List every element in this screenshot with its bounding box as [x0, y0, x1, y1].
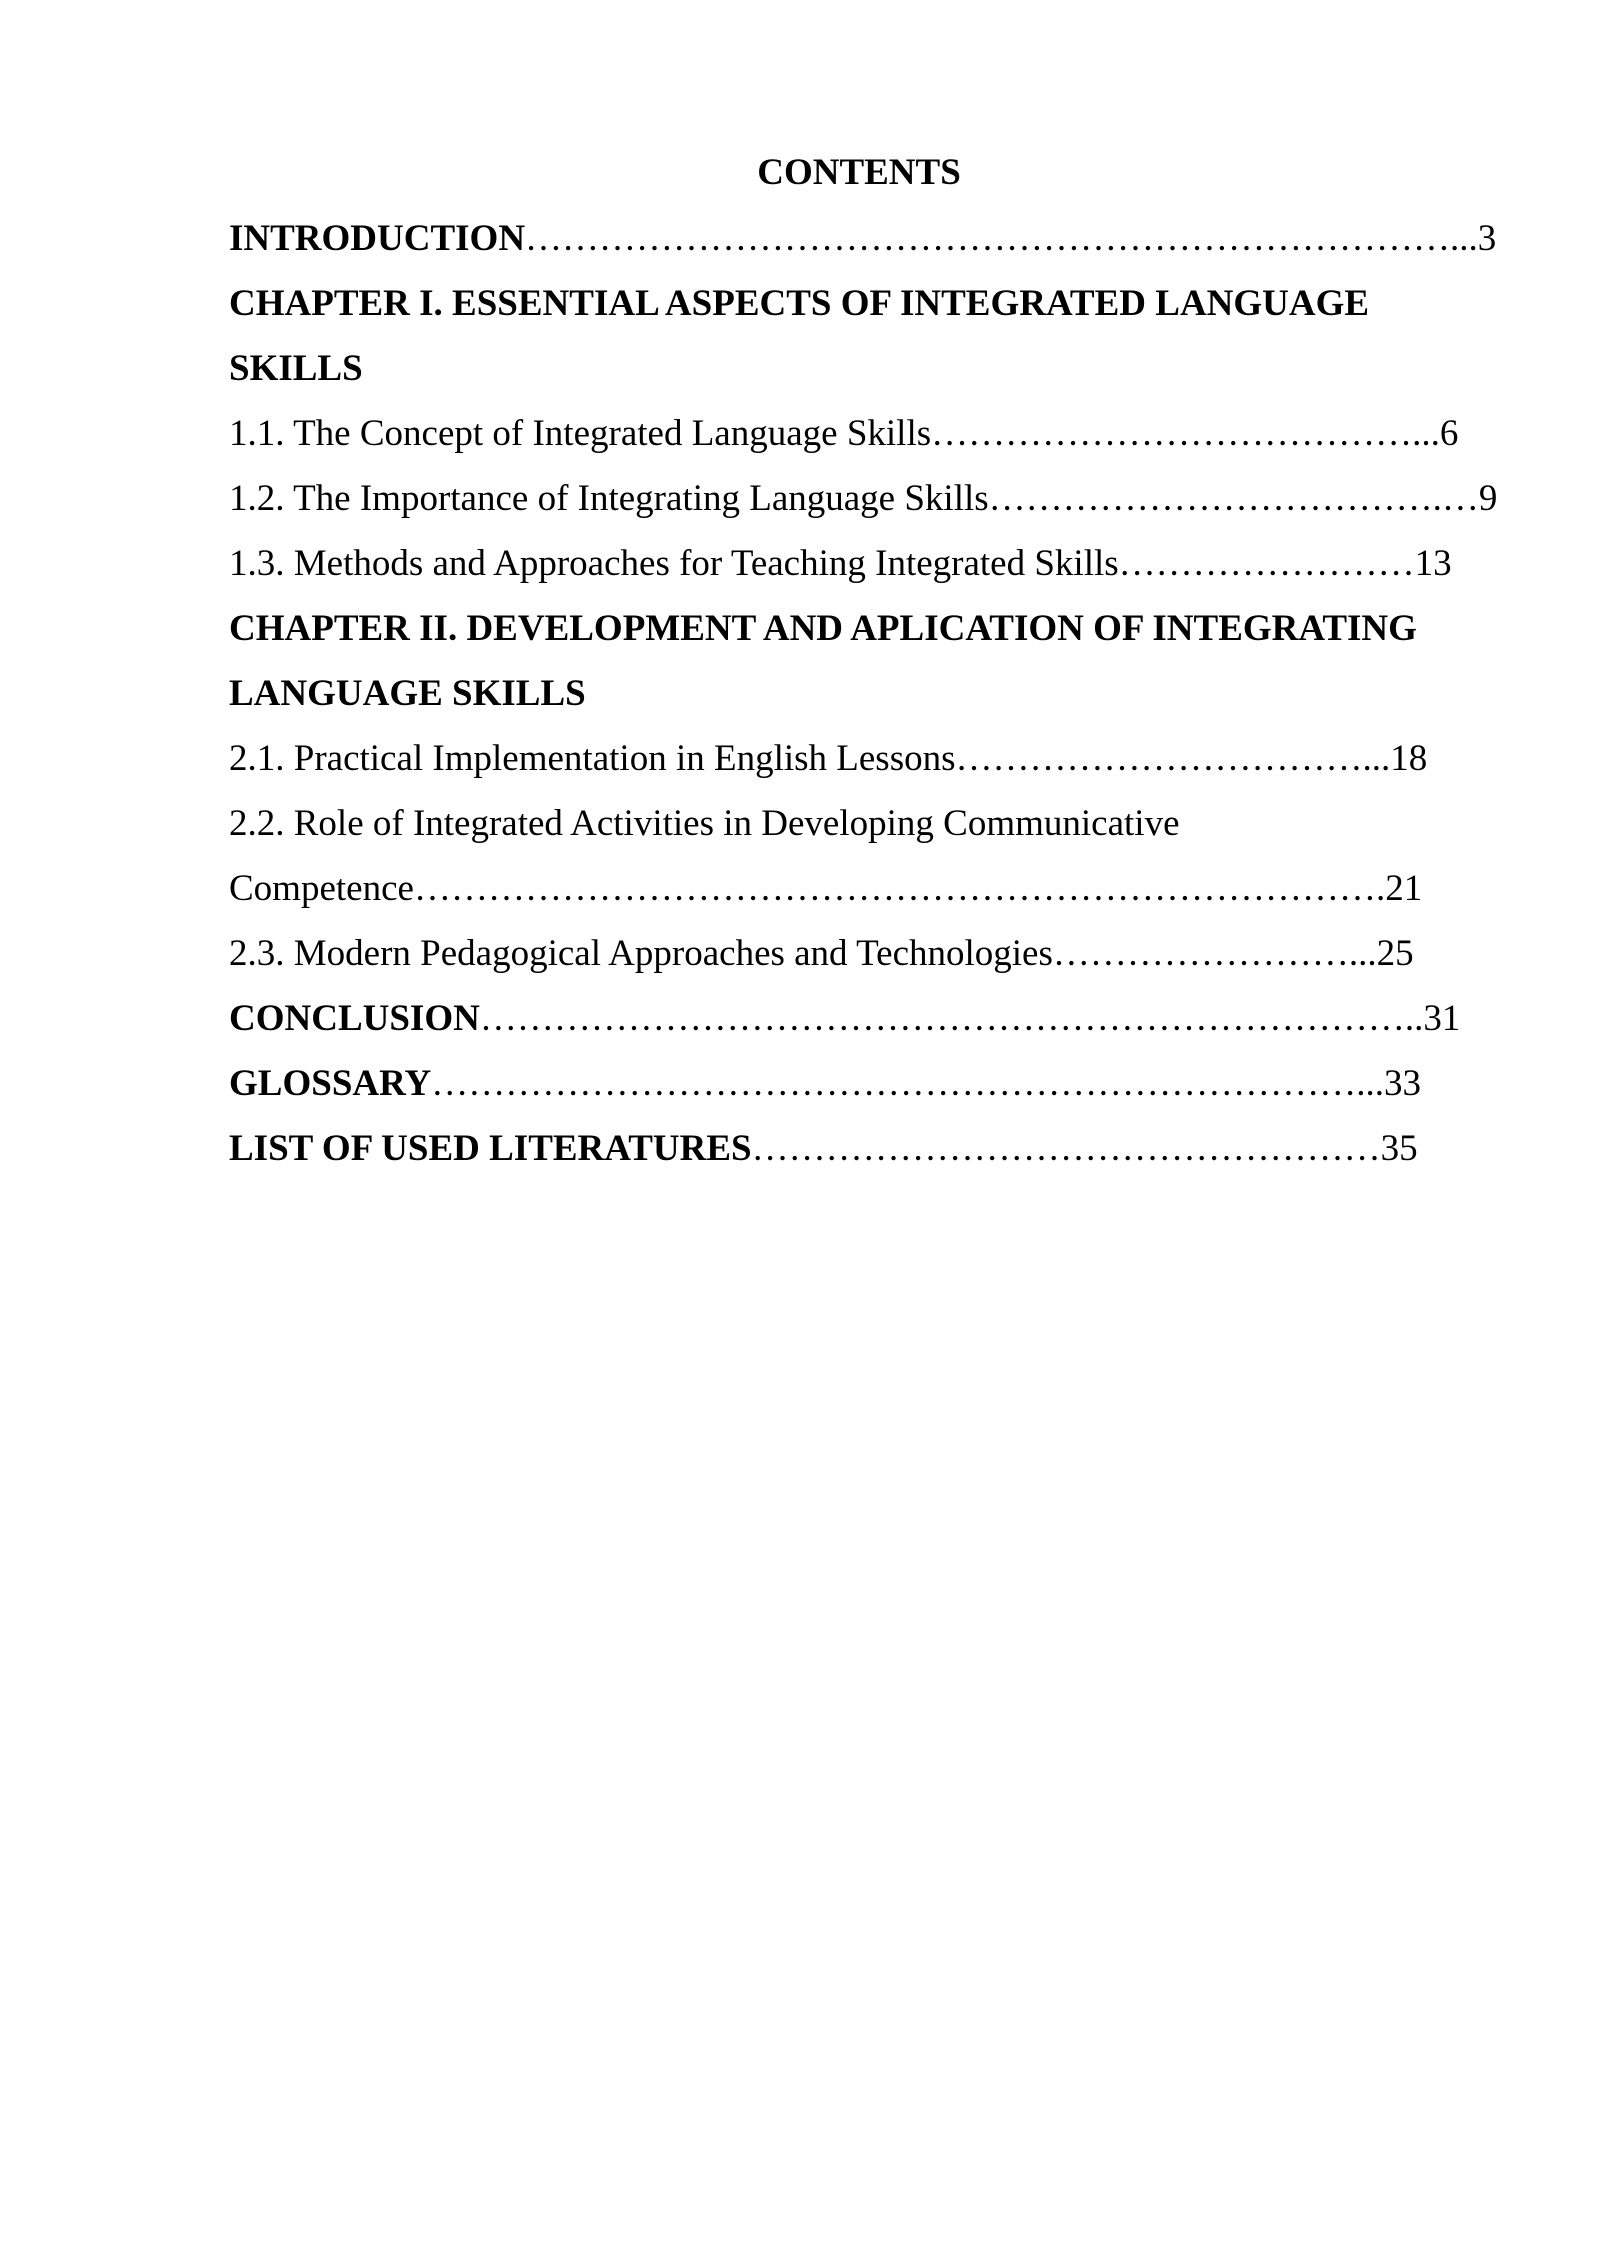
- toc-label: 2.1. Practical Implementation in English Lessons: [229, 738, 956, 779]
- toc-label: LIST OF USED LITERATURES: [229, 1128, 752, 1169]
- toc-label: 1.2. The Importance of Integrating Language Skills: [229, 478, 989, 519]
- toc-glossary: [229, 1059, 1421, 1109]
- toc-leader-page: ……………………………...18: [955, 738, 1428, 779]
- toc-section-2-2-line-1: 2.2. Role of Integrated Activities in Developing Communicative: [229, 803, 1180, 844]
- toc-leader-page: …………………………………………………………………...3: [525, 218, 1497, 259]
- toc-conclusion: [229, 994, 1460, 1044]
- toc-label: 2.3. Modern Pedagogical Approaches and Technologies: [229, 933, 1053, 974]
- toc-leader-page: ……………………13: [1118, 543, 1452, 584]
- toc-section-1-2: [229, 474, 1497, 524]
- toc-leader-page: …………………………………………………………………...33: [431, 1063, 1422, 1104]
- toc-section-1-3: [229, 539, 1452, 589]
- toc-chapter-1-title-line-2: SKILLS: [229, 348, 363, 389]
- toc-section-2-3: [229, 929, 1414, 979]
- toc-chapter-2-title-line-1: CHAPTER II. DEVELOPMENT AND APLICATION OF INTEGRATING: [229, 608, 1417, 649]
- toc-label: INTRODUCTION: [229, 218, 526, 259]
- toc-leader-page: …………………………………...6: [931, 413, 1459, 454]
- toc-label: CONCLUSION: [229, 998, 480, 1039]
- toc-label: GLOSSARY: [229, 1063, 432, 1104]
- toc-leader-page: …………………………………………………………………..31: [479, 998, 1461, 1039]
- toc-leader-page: ……………………………….…9: [988, 478, 1498, 519]
- toc-chapter-2-title-line-2: LANGUAGE SKILLS: [229, 673, 586, 714]
- toc-label: 1.1. The Concept of Integrated Language Skills: [229, 413, 932, 454]
- toc-section-2-2-line-2: [229, 864, 1422, 914]
- page-title: CONTENTS: [757, 152, 961, 193]
- toc-leader-page: ……………………………………………35: [751, 1128, 1418, 1169]
- toc-introduction: [229, 214, 1496, 264]
- toc-leader-page: …………………………………………………………………….21: [413, 868, 1423, 909]
- toc-section-2-1: [229, 734, 1427, 784]
- toc-label: 1.3. Methods and Approaches for Teaching Integrated Skills: [229, 543, 1119, 584]
- toc-literature: [229, 1124, 1418, 1174]
- toc-label: Competence: [229, 868, 414, 909]
- toc-section-1-1: [229, 409, 1458, 459]
- toc-chapter-1-title-line-1: CHAPTER I. ESSENTIAL ASPECTS OF INTEGRATED LANGUAGE: [229, 283, 1370, 324]
- toc-leader-page: ……………………...25: [1052, 933, 1414, 974]
